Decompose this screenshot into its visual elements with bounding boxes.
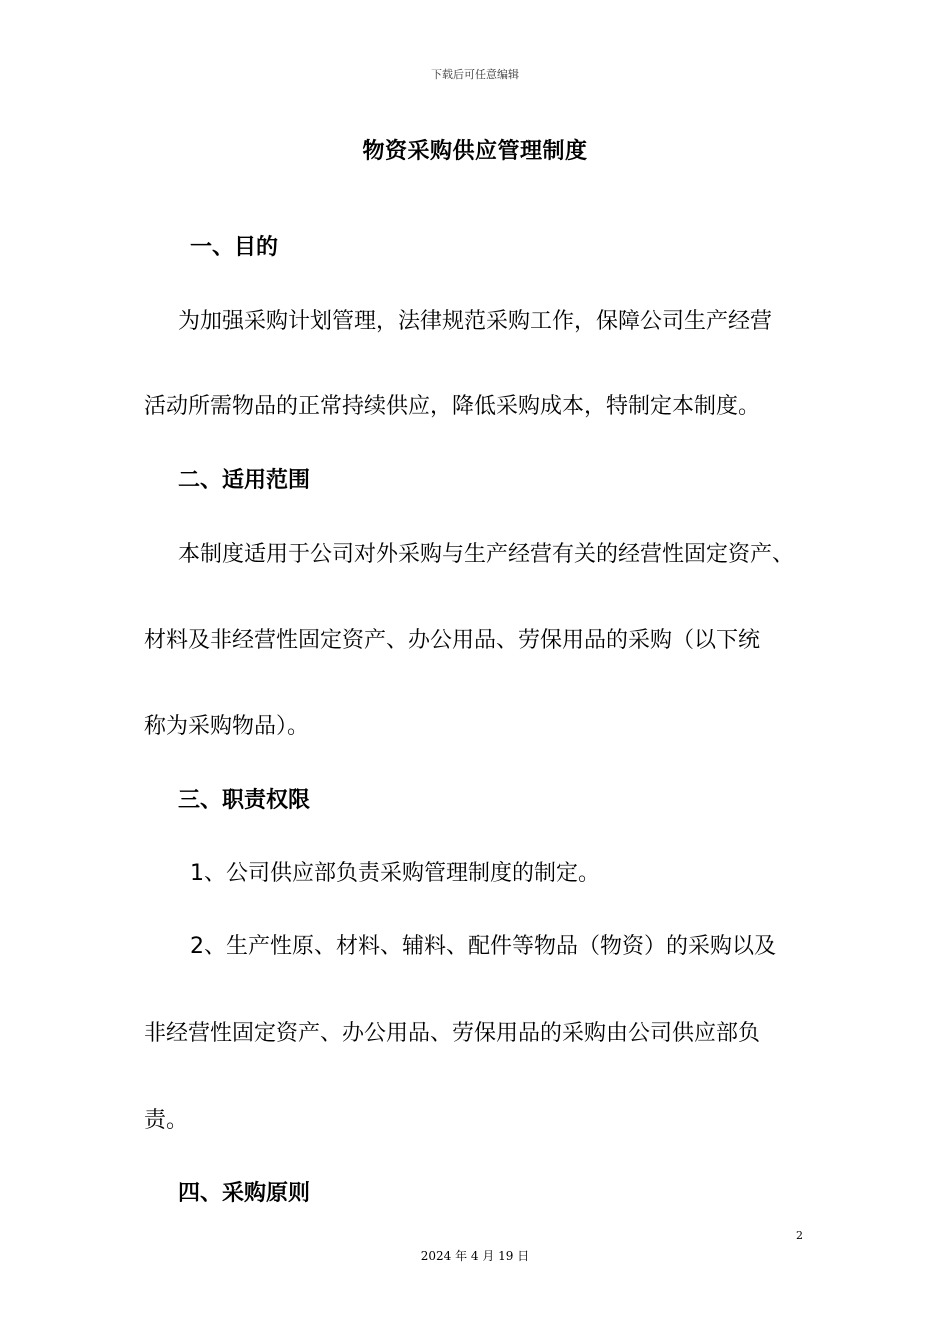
page-number: 2 bbox=[796, 1229, 803, 1242]
section-heading-purpose: 一、目的 bbox=[190, 235, 279, 260]
header-note: 下载后可任意编辑 bbox=[431, 68, 519, 81]
footer-date: 2024 年 4 月 19 日 bbox=[420, 1249, 530, 1263]
paragraph-line: 活动所需物品的正常持续供应，降低采购成本，特制定本制度。 bbox=[144, 394, 761, 419]
paragraph-line: 非经营性固定资产、办公用品、劳保用品的采购由公司供应部负 bbox=[144, 1021, 761, 1046]
paragraph-line: 本制度适用于公司对外采购与生产经营有关的经营性固定资产、 bbox=[178, 542, 795, 567]
list-item: 1、公司供应部负责采购管理制度的制定。 bbox=[190, 861, 600, 886]
paragraph-line: 责。 bbox=[144, 1108, 189, 1133]
list-item: 2、生产性原、材料、辅料、配件等物品（物资）的采购以及 bbox=[190, 934, 776, 959]
document-title: 物资采购供应管理制度 bbox=[362, 139, 588, 164]
paragraph-line: 为加强采购计划管理，法律规范采购工作，保障公司生产经营 bbox=[178, 309, 773, 334]
section-heading-responsibility: 三、职责权限 bbox=[178, 788, 311, 813]
paragraph-line: 材料及非经营性固定资产、办公用品、劳保用品的采购（以下统 bbox=[144, 628, 761, 653]
section-heading-principles: 四、采购原则 bbox=[178, 1181, 311, 1206]
paragraph-line: 称为采购物品）。 bbox=[144, 714, 310, 739]
section-heading-scope: 二、适用范围 bbox=[178, 468, 311, 493]
